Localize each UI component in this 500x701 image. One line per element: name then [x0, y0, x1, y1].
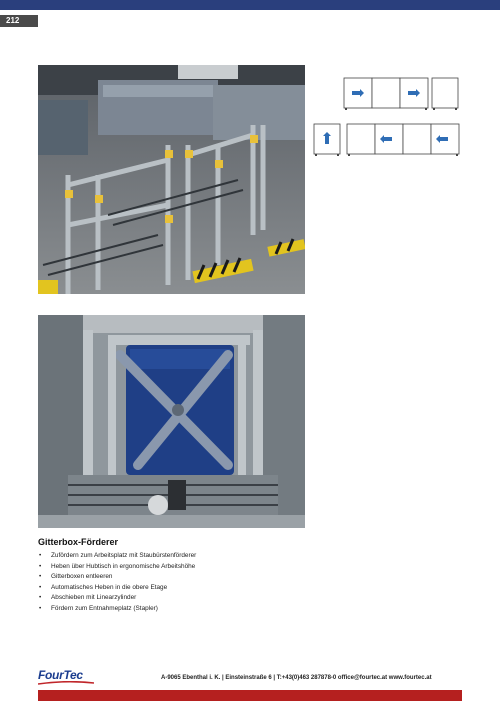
header-bar [0, 0, 500, 10]
footer-contact: A-9065 Ebenthal i. K. | Einsteinstraße 6 | T:+43(0)463 287878-0 office@fourtec.at www.fourtec.at [161, 675, 432, 681]
scissor-lift-photo [38, 315, 305, 528]
conveyor-system-photo [38, 65, 305, 294]
page-number: 212 [0, 15, 38, 27]
list-item: • Heben über Hubtisch in ergonomische Arbeitshöhe [38, 562, 196, 573]
footer-bar [38, 690, 462, 701]
fourtec-logo [38, 668, 96, 686]
list-item: • Abschieben mit Linearzylinder [38, 593, 196, 604]
flow-diagram [312, 72, 462, 162]
list-item: • Gitterboxen entleeren [38, 572, 196, 583]
logo-text: FourTec [38, 668, 83, 682]
list-item: • Automatisches Heben in die obere Etage [38, 583, 196, 594]
list-item: • Fördern zum Entnahmeplatz (Stapler) [38, 604, 196, 615]
section-title: Gitterbox-Förderer [38, 537, 119, 547]
logo-swoosh-icon [38, 681, 94, 685]
list-item: • Zufördern zum Arbeitsplatz mit Staubürstenförderer [38, 551, 196, 562]
feature-list [38, 551, 196, 614]
